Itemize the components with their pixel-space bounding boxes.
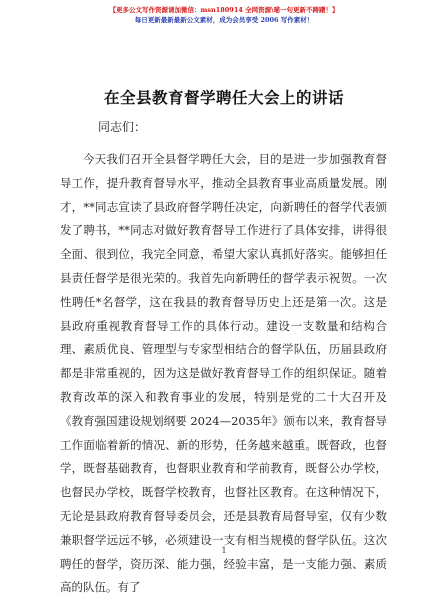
document-title: 在全县教育督学聘任大会上的讲话 bbox=[103, 88, 344, 107]
banner-line-update: 每日更新最新最新公文素材，成为会员享受 2006 写作素材！ bbox=[134, 16, 314, 24]
page-number: 1 bbox=[221, 546, 227, 555]
greeting: 同志们： bbox=[98, 120, 147, 134]
header-banner bbox=[0, 5, 448, 25]
body-paragraph: 今天我们召开全县督学聘任大会，目的是进一步加强教育督导工作，提升教育督导水平，推动全县教育事业高质量发展。刚才，**同志宣读了县政府督学聘任决定，向新聘任的督学代表颁发了聘书，**同志对做好教育督导工作进行了具体安排，讲得很全面、很到位，我完全同意，希望大家认真抓好落实。能够担任县责任督学是很光荣的。我首先向新聘任的督学表示祝贺。一次性聘任*名督学，这在我县的教育督导历史上还是第一次。这是县政府重视教育督导工作的具体行动。建设一支数量和结构合理、素质优良、管理型与专家型相结合的督学队伍，历届县政府都是非常重视的，因为这是做好教育督导工作的组织保证。随着教育改革的深入和教育事业的发展，特别是党的二十大召开及《教育强国建设规划纲要 2024—2035年》颁布以来，教育督导工作面临着新的情况、新的形势，任务越来越重。既督政，也督学，既督基础教育，也督职业教育和学前教育，既督公办学校，也督民办学校，既督学校教育，也督社区教育。在这种情况下，无论是县政府教育督导委员会，还是县教育局督导室，仅有少数兼职督学远远不够，必须建设一支有相当规模的督学队伍。这次聘任的督学，资历深、能力强，经验丰富，是一支能力强、素质高的队伍。有了 bbox=[60, 152, 387, 595]
banner-line-promo: 【更多公文写作资源请加微信：msn180914 全网资源\喵一句更新不踌躇！】 bbox=[109, 6, 339, 14]
